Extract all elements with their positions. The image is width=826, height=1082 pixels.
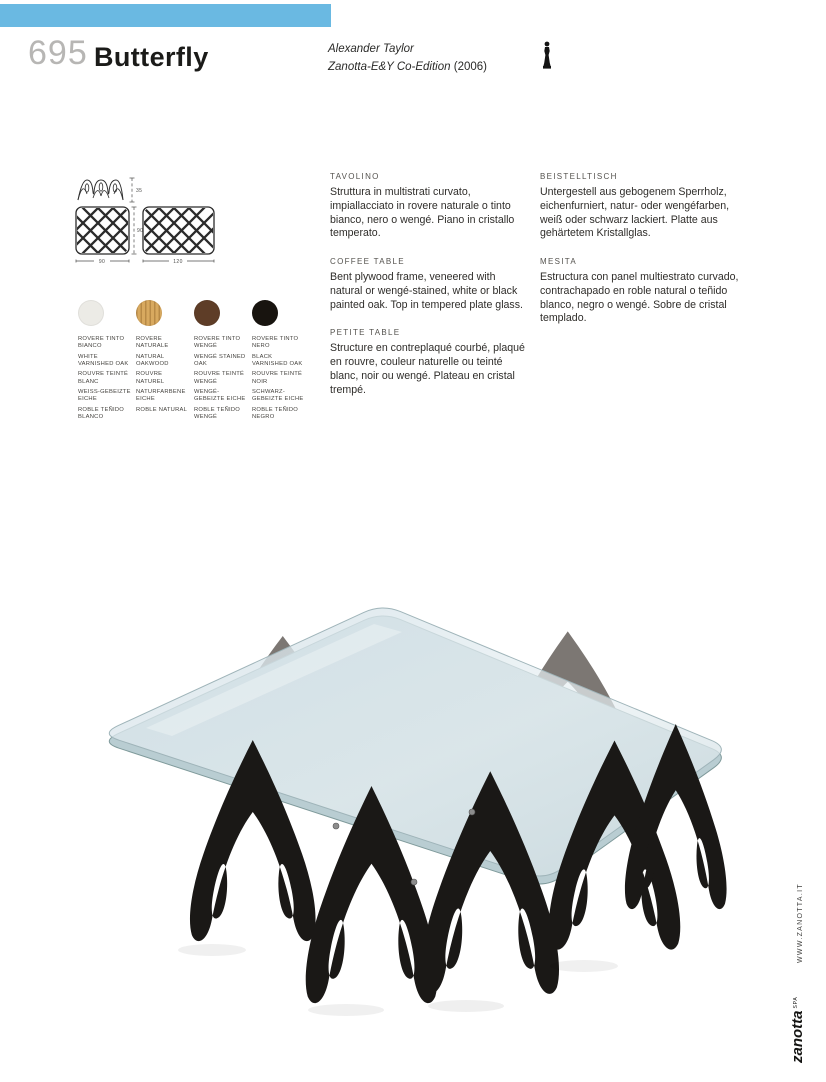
designer-block bbox=[328, 41, 487, 77]
brand-suffix: SPA bbox=[793, 996, 799, 1009]
finish-label: ROUVRE TEINTÉ NOIR bbox=[252, 371, 303, 385]
section-petite-table bbox=[330, 328, 527, 397]
brand-name: zanotta bbox=[789, 1010, 806, 1063]
finish-label: WENGÉ STAINED OAK bbox=[194, 353, 246, 367]
finish-option-wenge-oak bbox=[194, 300, 252, 425]
finish-swatch bbox=[78, 300, 104, 326]
edition-line bbox=[328, 59, 487, 77]
finish-option-white-oak bbox=[78, 300, 136, 425]
product-photo bbox=[84, 578, 744, 1026]
section-heading: TAVOLINO bbox=[330, 172, 380, 181]
edition-year: (2006) bbox=[453, 60, 487, 73]
finish-option-natural-oak bbox=[136, 300, 194, 425]
finish-label: SCHWARZ-GEBEIZTE EICHE bbox=[252, 389, 304, 403]
product-title: Butterfly bbox=[94, 42, 209, 72]
section-body: Structure en contreplaqué courbé, plaqué en rouvre, couleur naturelle ou teinté blanc, noir ou wengé. Plateau en cristal trempé. bbox=[330, 342, 525, 396]
description-column-1 bbox=[330, 172, 527, 413]
technical-drawings bbox=[70, 172, 222, 268]
finish-label: ROUVRE NATUREL bbox=[136, 371, 165, 385]
finish-label: ROBLE TEÑIDO BLANCO bbox=[78, 406, 125, 420]
dim-depth-label: 90 bbox=[137, 228, 144, 234]
brand-logo bbox=[789, 996, 806, 1063]
section-tavolino bbox=[330, 172, 527, 241]
finish-label: NATURFARBENE EICHE bbox=[136, 389, 186, 403]
section-heading: BEISTELLTISCH bbox=[540, 172, 618, 181]
finish-label: BLACK VARNISHED OAK bbox=[252, 353, 303, 367]
finish-label: ROBLE TEÑIDO NEGRO bbox=[252, 406, 299, 420]
dim-width-small-label: 90 bbox=[98, 259, 106, 265]
description-column-2 bbox=[540, 172, 750, 342]
section-heading: PETITE TABLE bbox=[330, 328, 401, 338]
finish-label: ROVERE TINTO BIANCO bbox=[78, 336, 125, 350]
section-heading: MESITA bbox=[540, 257, 577, 267]
finish-label: ROVERE TINTO NERO bbox=[252, 336, 299, 350]
finish-swatch bbox=[194, 300, 220, 326]
finish-label: WEISS-GEBEIZTE EICHE bbox=[78, 389, 131, 403]
finish-label: ROBLE NATURAL bbox=[136, 406, 188, 413]
finish-label: ROUVRE TEINTÉ WENGÉ bbox=[194, 371, 245, 385]
section-coffee-table bbox=[330, 257, 527, 312]
section-body: Bent plywood frame, veneered with natural or wengé-stained, white or black painted oak. Top in tempered plate glass. bbox=[330, 271, 523, 311]
finish-label: ROVERE TINTO WENGÉ bbox=[194, 336, 241, 350]
section-heading: COFFEE TABLE bbox=[330, 257, 405, 267]
finishes-row bbox=[78, 300, 310, 425]
dim-width-large-label: 120 bbox=[173, 259, 183, 265]
section-body: Struttura in multistrati curvato, impiallacciato in rovere naturale o tinto bianco, nero o wengé. Piano in cristallo temperato. bbox=[330, 186, 515, 240]
award-statuette-icon bbox=[541, 41, 553, 71]
website-vertical-text: WWW.ZANOTTA.IT bbox=[797, 883, 804, 963]
page-number: 695 bbox=[28, 34, 88, 72]
top-view-small bbox=[70, 207, 174, 254]
finish-label: NATURAL OAKWOOD bbox=[136, 353, 169, 367]
finish-label: ROBLE TEÑIDO WENGÉ bbox=[194, 406, 241, 420]
elevation-drawing bbox=[78, 180, 123, 200]
designer-name: Alexander Taylor bbox=[328, 43, 414, 55]
finish-label: WHITE VARNISHED OAK bbox=[78, 353, 129, 367]
dim-height-label: 35 bbox=[136, 188, 143, 194]
section-mesita bbox=[540, 257, 750, 326]
section-body: Estructura con panel multiestrato curvado, contrachapado en roble natural o teñido blanco, negro o wengé. Sobre de cristal templado. bbox=[540, 271, 739, 325]
section-beistelltisch bbox=[540, 172, 750, 241]
top-view-large bbox=[98, 207, 222, 254]
finish-option-black-oak bbox=[252, 300, 310, 425]
section-body: Untergestell aus gebogenem Sperrholz, eichenfurniert, natur- oder wengéfarben, weiß oder schwarz lackiert. Platte aus gehärtetem Kristallglas. bbox=[540, 186, 730, 240]
accent-bar bbox=[0, 4, 331, 27]
finish-label: ROUVRE TEINTÉ BLANC bbox=[78, 371, 129, 385]
finish-label: ROVERE NATURALE bbox=[136, 336, 169, 350]
finish-swatch bbox=[136, 300, 162, 326]
finish-label: WENGÉ-GEBEIZTE EICHE bbox=[194, 389, 246, 403]
finish-swatch bbox=[252, 300, 278, 326]
edition-name: Zanotta-E&Y Co-Edition bbox=[328, 60, 451, 73]
